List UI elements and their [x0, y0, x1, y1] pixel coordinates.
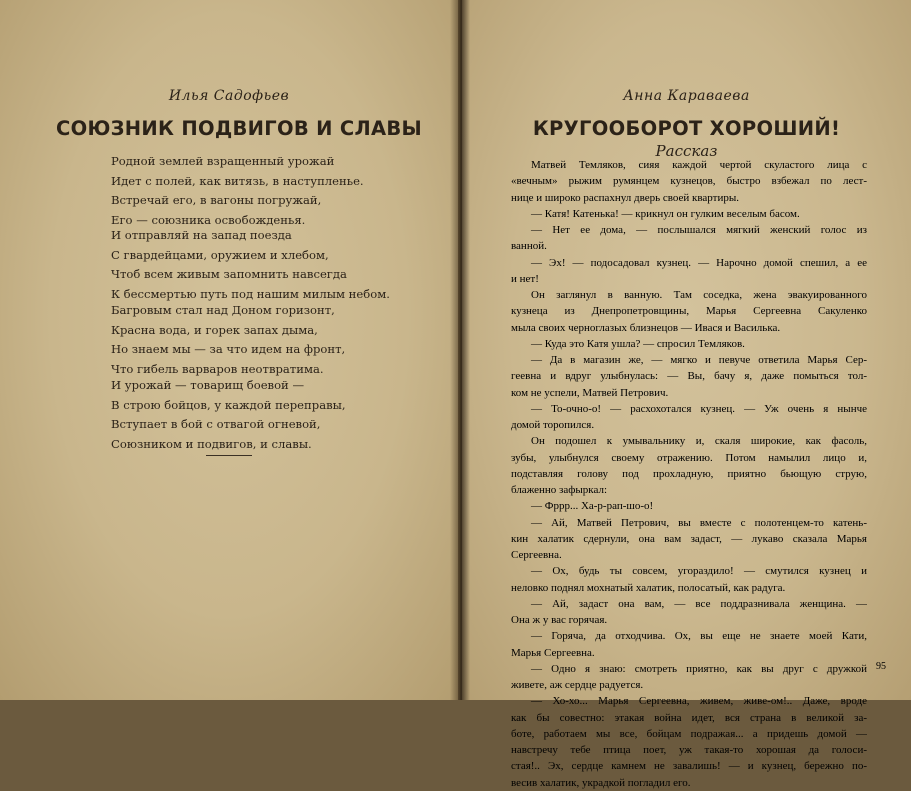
story-line: Сергеевна. — [511, 549, 562, 561]
poem-line: К бессмертью путь под нашим милым небом. — [111, 286, 390, 301]
poem-line: Но знаем мы — за что идем на фронт, — [111, 342, 346, 356]
story-line: как бы совестно: этакая война идет, вся страна в великой за- — [511, 711, 867, 724]
poem-line: Идет с полей, как витязь, в наступленье. — [111, 173, 364, 188]
story-line: — Катя! Катенька! — крикнул он гулким веселым басом. — [531, 207, 800, 220]
story-line: геевна и вдруг улыбнулась: — Вы, бачу я, даже помыться тол- — [511, 370, 867, 383]
poem-line: Красна вода, и горек запах дыма, — [111, 322, 318, 337]
story-text — [511, 157, 867, 791]
poem-line: С гвардейцами, оружием и хлебом, — [111, 247, 329, 262]
story-line: — Фррр... Ха-р-рап-шо-о! — [531, 500, 654, 513]
end-divider — [206, 455, 252, 456]
story-line: Он подошел к умывальнику и, скаля широкие, как фасоль, — [531, 435, 867, 448]
poem-stanza-1 — [111, 152, 364, 230]
poem-line: И отправляй на запад поезда — [111, 228, 292, 242]
story-line: — Нет ее дома, — послышался мягкий женский голос из — [531, 224, 867, 236]
story-line: — Ох, будь ты совсем, угораздило! — смутился кузнец и — [531, 565, 867, 578]
story-line: нице и широко распахнул дверь своей квартиры. — [511, 191, 739, 204]
story-line: живете, аж сердце радуется. — [511, 679, 644, 691]
story-line: Марья Сергеевна. — [511, 646, 595, 659]
story-line: стая!.. Эх, сердце камнем не завалишь! — и кузнец, бережно по- — [511, 760, 867, 773]
left-page — [0, 0, 458, 700]
poem-stanza-3 — [111, 301, 345, 379]
story-line: ком не успели, Матвей Петрович. — [511, 386, 669, 399]
story-author: Анна Караваева — [623, 88, 750, 104]
story-line: — Да в магазин же, — мягко и певуче ответила Марья Сер- — [531, 354, 867, 366]
poem-line: Вступает в бой с отвагой огневой, — [111, 417, 321, 431]
poem-title: СОЮЗНИК ПОДВИГОВ И СЛАВЫ — [55, 117, 423, 140]
poem-stanza-4 — [111, 376, 346, 454]
story-line: и нет! — [511, 272, 539, 285]
story-line: Она ж у вас горячая. — [511, 614, 608, 626]
story-line: «вечным» рыжим румянцем кузнецов, быстро взбежал по лест- — [511, 175, 867, 188]
story-line: ванной. — [511, 240, 547, 253]
poem-line: Что гибель варваров неотвратима. — [111, 361, 324, 376]
poem-line: В строю бойцов, у каждой переправы, — [111, 397, 346, 412]
poem-line: Багровым стал над Доном горизонт, — [111, 303, 335, 317]
story-line: кин халатик сдернули, она вам задаст, — лукаво сказала Марья — [511, 532, 867, 545]
story-line: блаженно зафыркал: — [511, 484, 608, 496]
poem-line: Чтоб всем живым запомнить навсегда — [111, 267, 347, 281]
poem-author: Илья Садофьев — [168, 88, 290, 104]
poem-line: Союзником и подвигов, и славы. — [111, 436, 312, 451]
story-title: КРУГООБОРОТ ХОРОШИЙ! — [532, 117, 841, 140]
story-line: зубы, улыбнулся своему отражению. Потом намылил лицо и, — [511, 451, 867, 464]
story-line: — Одно я знаю: смотреть приятно, как вы друг с дружкой — [531, 662, 867, 675]
book-gutter — [450, 0, 470, 700]
poem-line: Родной землей взращенный урожай — [111, 154, 335, 168]
poem-line: Его — союзника освобожденья. — [111, 212, 306, 227]
story-line: мыла своих черноглазых близнецов — Ивася и Василька. — [511, 321, 781, 334]
story-line: боте, работаем мы все, бойцам подражая... а придешь домой — — [511, 727, 867, 740]
story-line: подставляя голову под прохладную, приятно бьющую струю, — [511, 467, 867, 480]
story-line: весив халатик, украдкой погладил его. — [511, 776, 691, 789]
story-line: — Ай, задаст она вам, — все поддразнивала женщина. — — [531, 597, 867, 610]
story-line: неловко поднял мохнатый халатик, полосатый, как радуга. — [511, 581, 786, 594]
story-line: — Эх! — подосадовал кузнец. — Нарочно домой спешил, а ее — [531, 256, 867, 269]
story-line: — Хо-хо... Марья Сергеевна, живем, живе-ом!.. Даже, вроде — [531, 695, 867, 708]
story-subtitle: Рассказ — [655, 142, 718, 160]
poem-line: Встречай его, в вагоны погружай, — [111, 193, 322, 207]
poem-stanza-2 — [111, 226, 390, 304]
story-line: — Горяча, да отходчива. Ох, вы еще не знаете моей Кати, — [531, 630, 867, 643]
story-line: Он заглянул в ванную. Там соседка, жена эвакуированного — [531, 289, 867, 301]
page-number: 95 — [876, 661, 886, 672]
story-line: — То-очно-о! — расхохотался кузнец. — Уж очень я нынче — [531, 402, 867, 415]
story-line: кузнеца из Днепропетровщины, Марья Сергеевна Сакуленко — [511, 305, 867, 318]
story-line: Матвей Темляков, сияя каждой чертой скуластого лица с — [531, 159, 867, 171]
story-line: — Ай, Матвей Петрович, вы вместе с полотенцем-то катень- — [531, 516, 867, 529]
story-line: домой торопился. — [511, 419, 595, 431]
story-line: — Куда это Катя ушла? — спросил Темляков. — [531, 337, 745, 350]
poem-line: И урожай — товарищ боевой — — [111, 378, 305, 392]
story-line: навстречу тебе птица поет, уж такая-то хорошая да голоси- — [511, 744, 867, 756]
